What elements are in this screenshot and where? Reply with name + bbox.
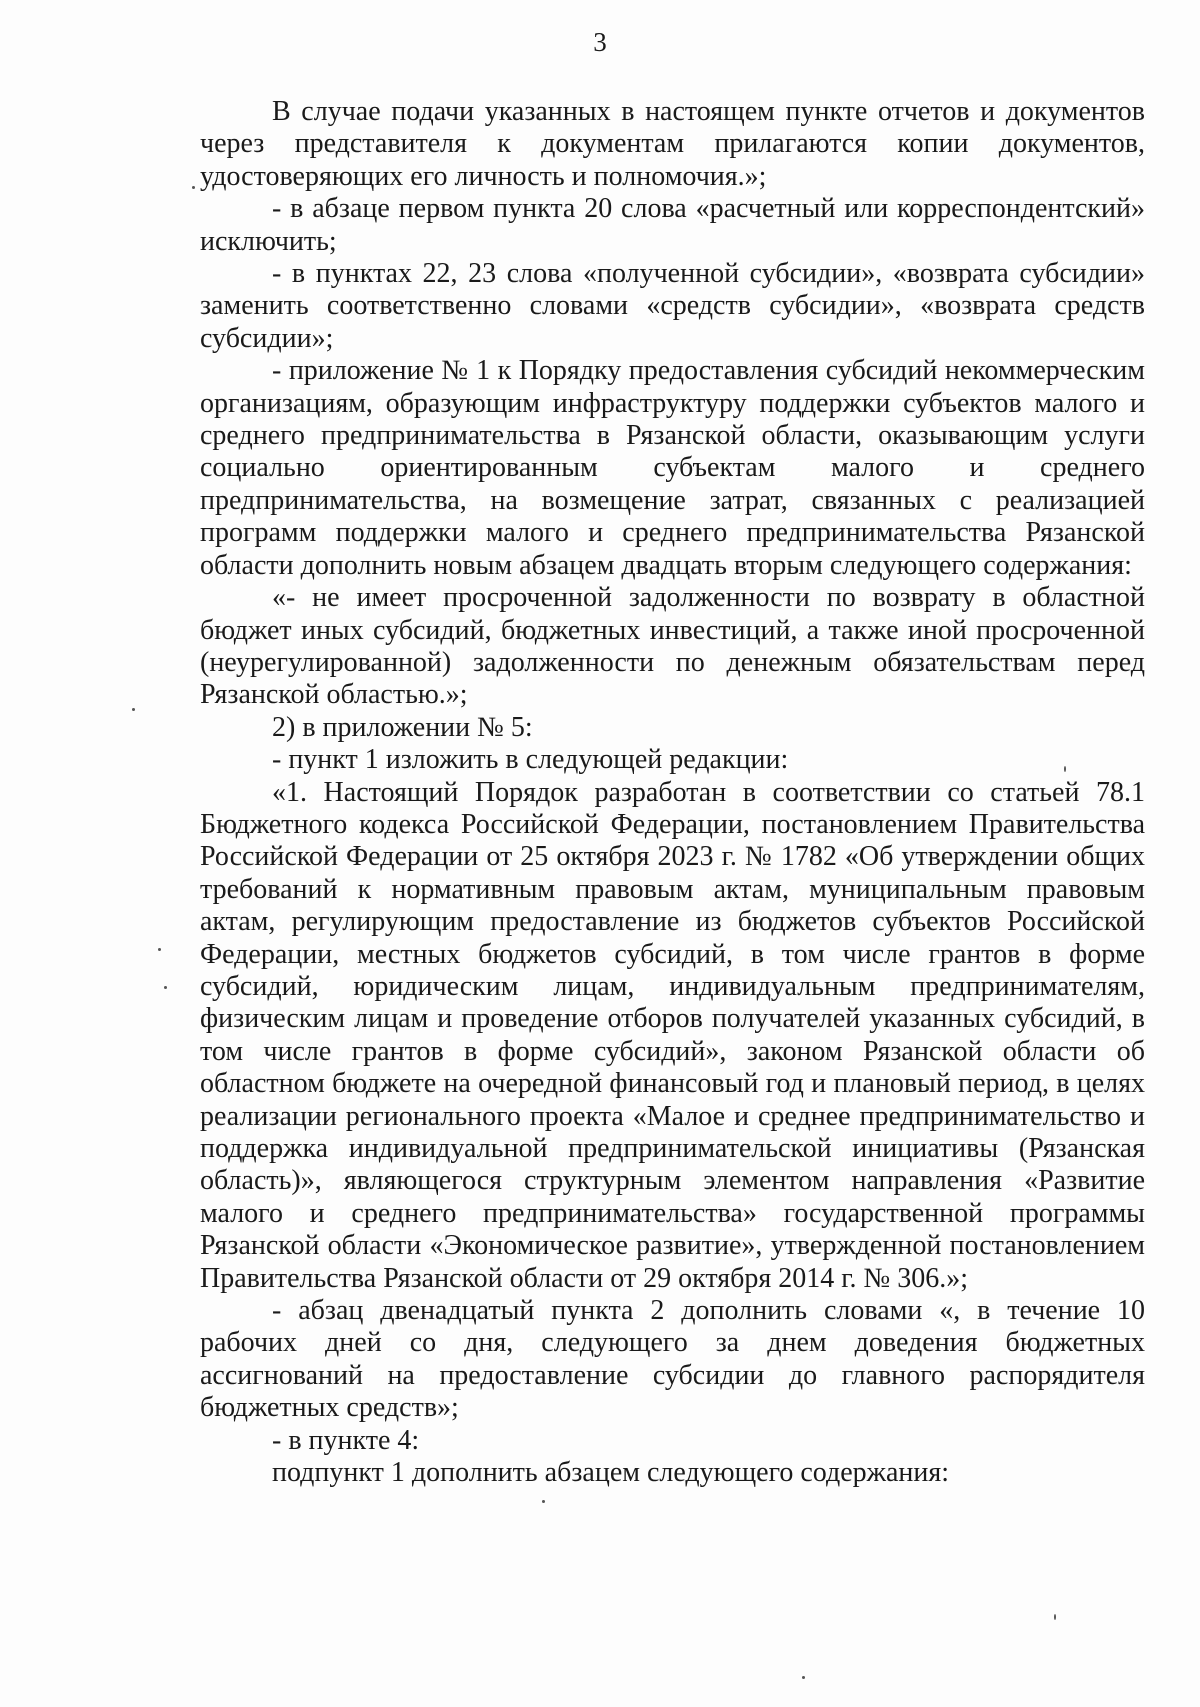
paragraph-item-1-text: «1. Настоящий Порядок разработан в соответствии со статьей 78.1 Бюджетного кодекса Российской Федерации, постановлением Правительства Российской Федерации от 25 октября 2023 г. № 1782 «Об утверждении общих требований к нормативным правовым актам, муниципальным правовым актам, регулирующим предоставление из бюджетов субъектов Российской Федерации, местных бюджетов субсидий, в том числе грантов в форме субсидий, юридическим лицам, индивидуальным предпринимателям, физическим лицам и проведение отборов получателей указанных субсидий, в том числе грантов в форме субсидий», законом Рязанской области об областном бюджете на очередной финансовый год и плановый период, в целях реализации регионального проекта «Малое и среднее предпринимательство и поддержка индивидуальной предпринимательской инициативы (Рязанская область)», являющегося структурным элементом направления «Развитие малого и среднего предпринимательства» государственной программы Рязанской области «Экономическое развитие», утвержденной постановлением Правительства Рязанской области от 29 октября 2014 г. № 306.»; <box>200 776 1145 1294</box>
paragraph-item-20-amendment: - в абзаце первом пункта 20 слова «расчетный или корреспондентский» исключить; <box>200 193 1145 257</box>
scan-speck <box>164 986 167 989</box>
paragraph-item-4-heading: - в пункте 4: <box>272 1424 420 1456</box>
paragraph-item-1-new-wording: - пункт 1 изложить в следующей редакции: <box>272 744 789 776</box>
scan-speck <box>158 948 161 951</box>
paragraph-appendix-5-heading: 2) в приложении № 5: <box>272 711 533 743</box>
scan-speck <box>1054 1614 1056 1620</box>
paragraph-item-2-amendment: - абзац двенадцатый пункта 2 дополнить словами «, в течение 10 рабочих дней со дня, следующего за днем доведения бюджетных ассигнований на предоставление субсидии до главного распорядителя бюджетных средств»; <box>200 1295 1145 1424</box>
scan-speck <box>192 186 195 189</box>
page-number: 3 <box>593 27 607 57</box>
paragraph-representative-documents: В случае подачи указанных в настоящем пункте отчетов и документов через представителя к документам прилагаются копии документов, удостоверяющих его личность и полномочия.»; <box>200 96 1145 192</box>
paragraph-subitem-1-amendment: подпункт 1 дополнить абзацем следующего содержания: <box>272 1457 950 1489</box>
document-body <box>200 96 1145 1489</box>
scan-speck <box>802 1676 805 1679</box>
scan-speck <box>1064 766 1066 772</box>
paragraph-items-22-23-amendment: - в пунктах 22, 23 слова «полученной субсидии», «возврата субсидии» заменить соответственно словами «средств субсидии», «возврата средств субсидии»; <box>200 258 1145 354</box>
paragraph-new-clause-quote: «- не имеет просроченной задолженности по возврату в областной бюджет иных субсидий, бюджетных инвестиций, а также иной просроченной (неурегулированной) задолженности по денежным обязательствам перед Рязанской областью.»; <box>200 582 1145 711</box>
paragraph-appendix-1-amendment: - приложение № 1 к Порядку предоставления субсидий некоммерческим организациям, образующим инфраструктуру поддержки субъектов малого и среднего предпринимательства в Рязанской области, оказывающим услуги социально ориентированным субъектам малого и среднего предпринимательства, на возмещение затрат, связанных с реализацией программ поддержки малого и среднего предпринимательства Рязанской области дополнить новым абзацем двадцать вторым следующего содержания: <box>200 355 1145 581</box>
scan-speck <box>542 1500 545 1503</box>
scan-speck <box>132 708 135 711</box>
